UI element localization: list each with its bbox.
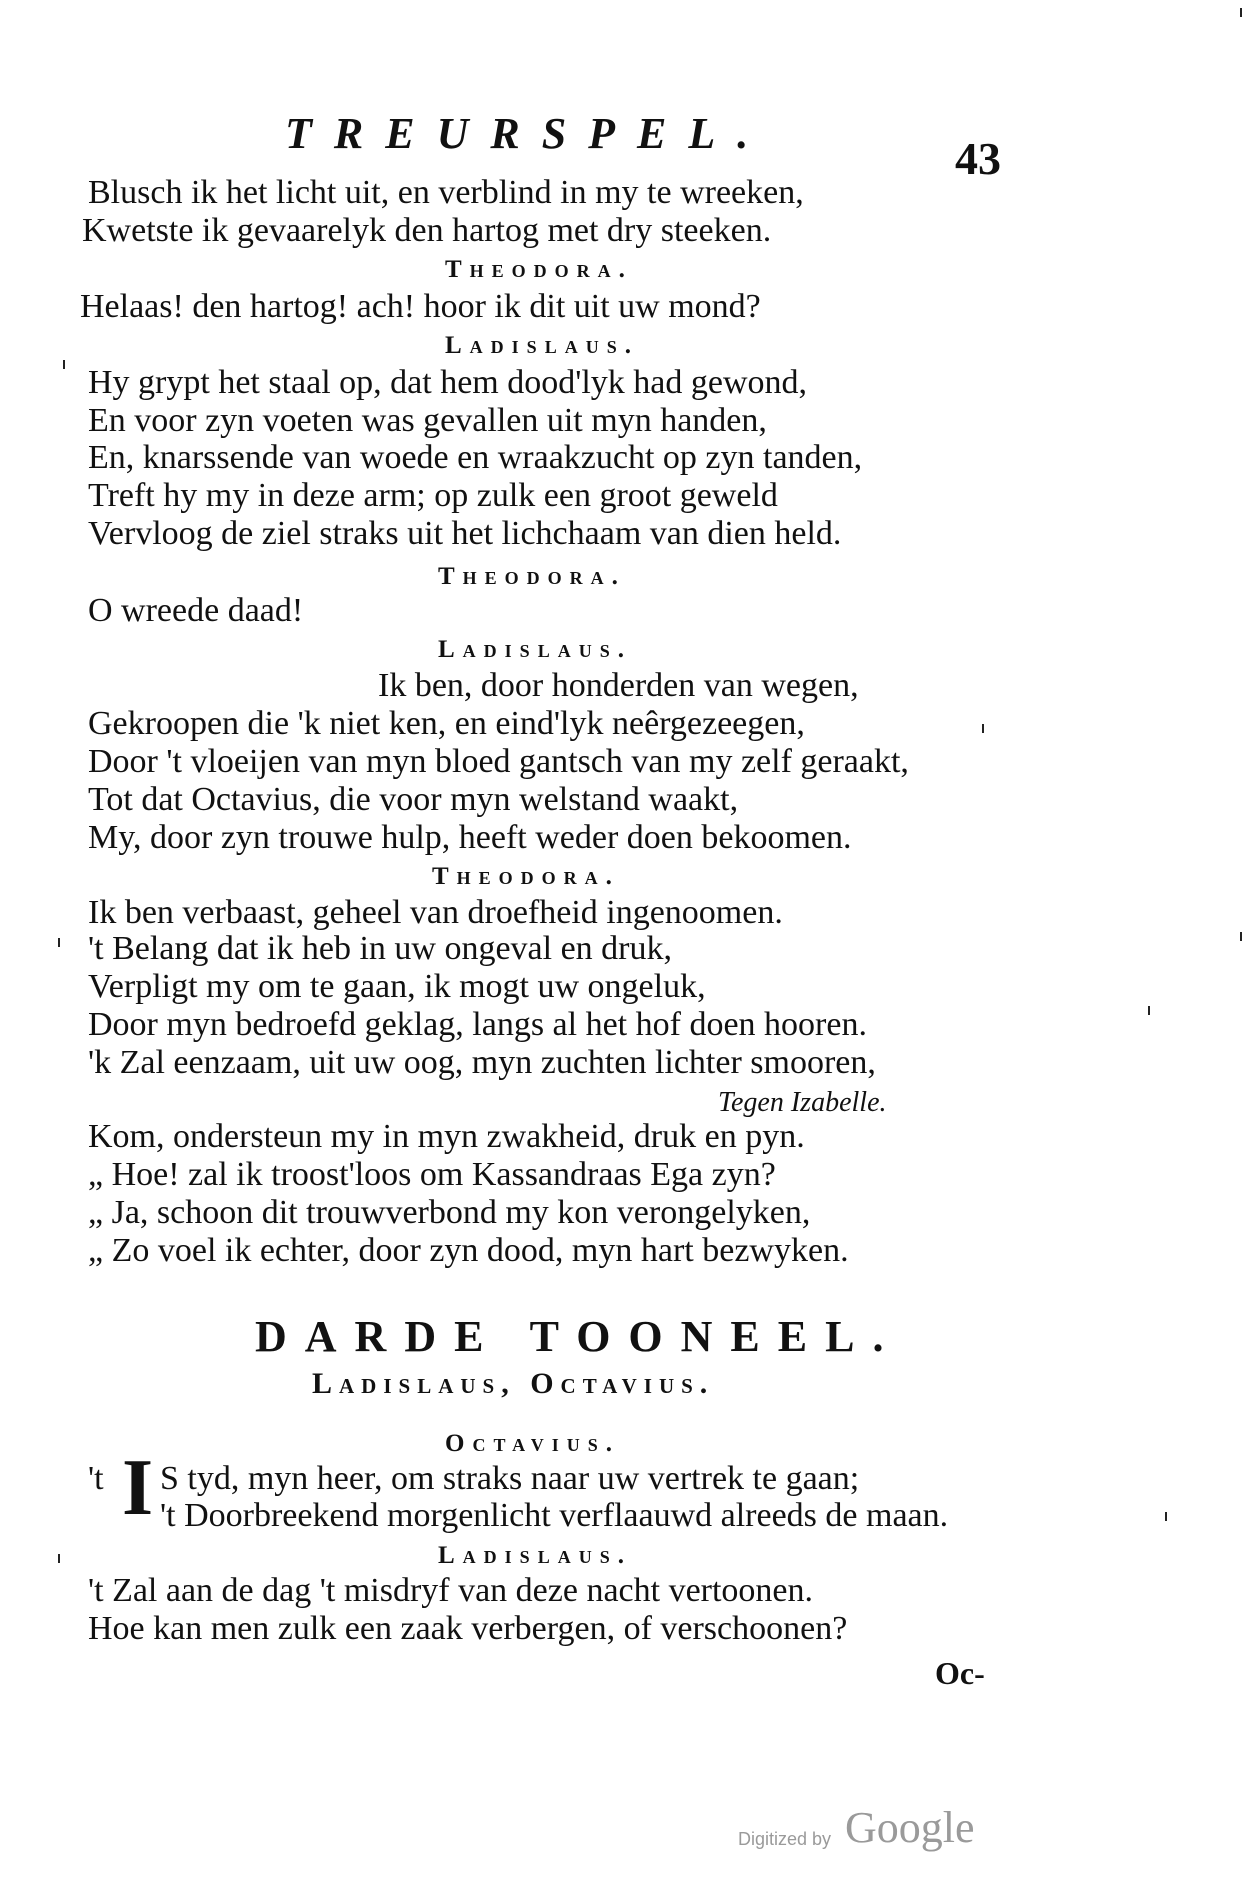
verse-line: Gekroopen die 'k niet ken, en eind'lyk neêrgezeegen, <box>88 705 805 742</box>
verse-line: Door 't vloeijen van myn bloed gantsch van my zelf geraakt, <box>88 743 909 780</box>
scene-cast: Ladislaus, Octavius. <box>312 1367 715 1400</box>
google-watermark: Google <box>845 1803 975 1852</box>
drop-initial: I <box>122 1444 154 1532</box>
scene-title: DARDE TOONEEL. <box>255 1312 902 1361</box>
verse-line: Helaas! den hartog! ach! hoor ik dit uit uw mond? <box>80 288 761 325</box>
verse-line: Blusch ik het licht uit, en verblind in my te wreeken, <box>88 174 804 211</box>
verse-line: Hy grypt het staal op, dat hem dood'lyk had gewond, <box>88 364 808 401</box>
speaker-name: Theodora. <box>432 863 620 890</box>
print-speck <box>982 724 984 733</box>
print-speck <box>58 1554 60 1563</box>
verse-line: Tot dat Octavius, die voor myn welstand waakt, <box>88 781 739 818</box>
speaker-name: Ladislaus. <box>438 1542 632 1569</box>
verse-line: Door myn bedroefd geklag, langs al het hof doen hooren. <box>88 1006 867 1043</box>
print-speck <box>1240 932 1242 941</box>
verse-line: 't Doorbreekend morgenlicht verflaauwd alreeds de maan. <box>160 1497 949 1534</box>
verse-line: Treft hy my in deze arm; op zulk een groot geweld <box>88 477 778 514</box>
print-speck <box>63 360 65 369</box>
speaker-name: Ladislaus. <box>445 332 639 359</box>
print-speck <box>1165 1512 1167 1521</box>
speaker-name: Octavius. <box>445 1430 621 1457</box>
print-speck <box>1148 1006 1150 1015</box>
verse-line: Ik ben, door honderden van wegen, <box>378 667 859 704</box>
verse-line: „ Ja, schoon dit trouwverbond my kon verongelyken, <box>88 1194 811 1231</box>
speaker-name: Theodora. <box>438 563 626 590</box>
verse-line: Verpligt my om te gaan, ik mogt uw ongeluk, <box>88 968 706 1005</box>
verse-line: „ Hoe! zal ik troost'loos om Kassandraas Ega zyn? <box>88 1156 776 1193</box>
verse-line: 't Belang dat ik heb in uw ongeval en druk, <box>88 930 672 967</box>
verse-line: O wreede daad! <box>88 592 304 629</box>
verse-line: En voor zyn voeten was gevallen uit myn handen, <box>88 402 767 439</box>
print-speck <box>58 938 60 947</box>
speaker-name: Theodora. <box>445 256 633 283</box>
verse-line: En, knarssende van woede en wraakzucht op zyn tanden, <box>88 439 863 476</box>
stage-direction: Tegen Izabelle. <box>718 1087 887 1118</box>
verse-prefix: 't <box>88 1460 104 1497</box>
verse-line: Hoe kan men zulk een zaak verbergen, of verschoonen? <box>88 1610 848 1647</box>
verse-line: 'k Zal eenzaam, uit uw oog, myn zuchten lichter smooren, <box>88 1044 876 1081</box>
verse-line: S tyd, myn heer, om straks naar uw vertrek te gaan; <box>160 1460 860 1497</box>
running-title: TREURSPEL. <box>285 109 771 158</box>
verse-line: Kom, ondersteun my in myn zwakheid, druk en pyn. <box>88 1118 805 1155</box>
verse-line: 't Zal aan de dag 't misdryf van deze nacht vertoonen. <box>88 1572 814 1609</box>
digitized-by-text: Digitized by <box>738 1829 832 1849</box>
verse-line: Vervloog de ziel straks uit het lichchaam van dien held. <box>88 515 842 552</box>
verse-line: „ Zo voel ik echter, door zyn dood, myn hart bezwyken. <box>88 1232 849 1269</box>
page-number: 43 <box>955 133 1001 184</box>
catchword: Oc- <box>935 1655 985 1691</box>
verse-line: Kwetste ik gevaarelyk den hartog met dry steeken. <box>82 212 772 249</box>
print-speck <box>1240 8 1242 17</box>
verse-line: My, door zyn trouwe hulp, heeft weder doen bekoomen. <box>88 819 852 856</box>
verse-line: Ik ben verbaast, geheel van droefheid ingenoomen. <box>88 894 783 931</box>
speaker-name: Ladislaus. <box>438 636 632 663</box>
